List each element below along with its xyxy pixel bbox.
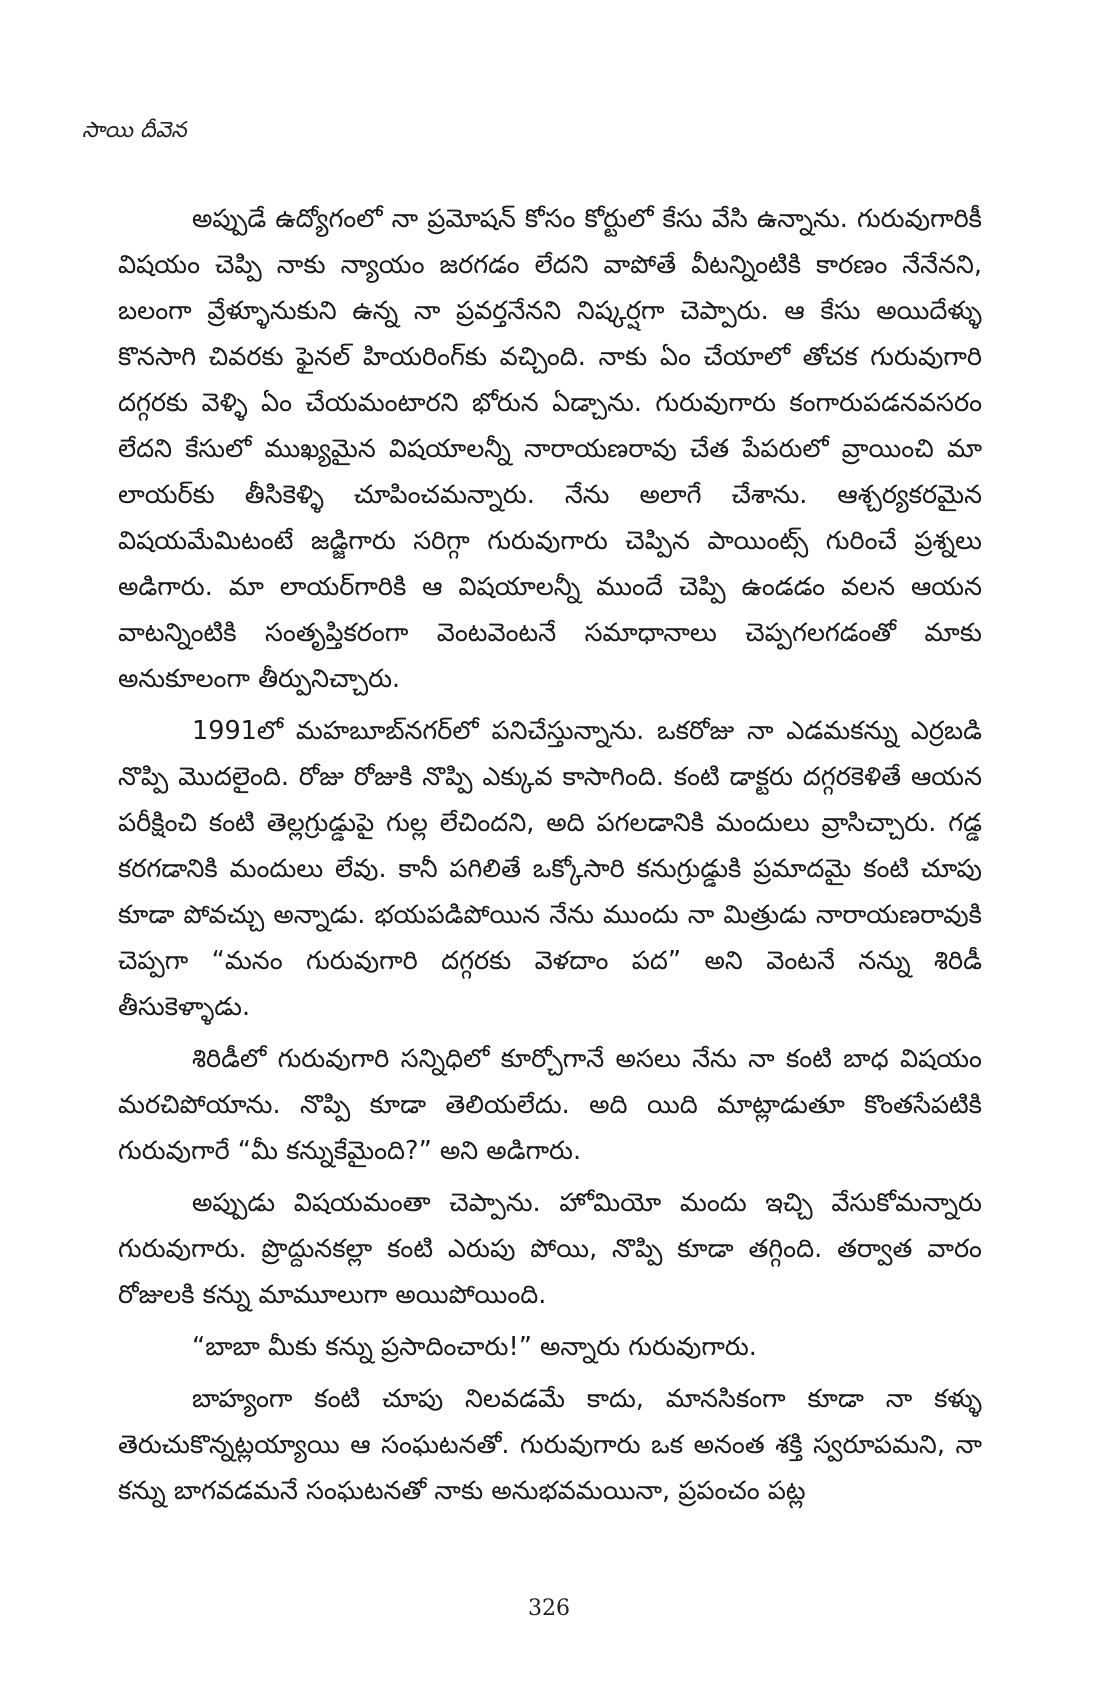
paragraph: అప్పుడే ఉద్యోగంలో నా ప్రమోషన్ కోసం కోర్టులో కేసు వేసి ఉన్నాను. గురువుగారికీ విషయం చెప్పి నాకు న్యాయం జరగడం లేదని వాపోతే వీటన్నింటికి కారణం నేనేనని, బలంగా వ్రేళ్ళూనుకుని ఉన్న నా ప్రవర్తనేనని నిష్కర్షగా చెప్పారు. ఆ కేసు అయిదేళ్ళు కొనసాగి చివరకు ఫైనల్ హియరింగ్‌కు వచ్చింది. నాకు ఏం చేయాలో తోచక గురువుగారి దగ్గరకు వెళ్ళి ఏం చేయమంటారని భోరున ఏడ్చాను. గురువుగారు కంగారుపడనవసరం లేదని కేసులో ముఖ్యమైన విషయాలన్నీ నారాయణరావు చేత పేపరులో వ్రాయించి మా లాయర్‌కు తీసికెళ్ళి చూపించమన్నారు. నేను అలాగే చేశాను. ఆశ్చర్యకరమైన విషయమేమిటంటే జడ్జిగారు సరిగ్గా గురువుగారు చెప్పిన పాయింట్స్ గురించే ప్రశ్నలు అడిగారు. మా లాయర్‌గారికి ఆ విషయాలన్నీ ముందే చెప్పి ఉండడం వలన ఆయన వాటన్నింటికి సంతృప్తికరంగా వెంటవెంటనే సమాధానాలు చెప్పగలగడంతో మాకు అనుకూలంగా తీర్పునిచ్చారు. — [118, 204, 982, 694]
body-text — [118, 196, 982, 1514]
running-header: సాయి దీవెన — [82, 118, 187, 143]
paragraph: శిరిడీలో గురువుగారి సన్నిధిలో కూర్చోగానే అసలు నేను నా కంటి బాధ విషయం మరచిపోయాను. నొప్పి కూడా తెలియలేదు. అది యిది మాట్లాడుతూ కొంతసేపటికి గురువుగారే “మీ కన్నుకేమైంది?” అని అడిగారు. — [118, 1044, 982, 1166]
paragraph: అప్పుడు విషయమంతా చెప్పాను. హోమియో మందు ఇచ్చి వేసుకోమన్నారు గురువుగారు. ప్రొద్దునకల్లా కంటి ఎరుపు పోయి, నొప్పి కూడా తగ్గింది. తర్వాత వారం రోజులకి కన్ను మామూలుగా అయిపోయింది. — [118, 1188, 982, 1310]
page-number: 326 — [528, 1596, 570, 1621]
paragraph: 1991లో మహబూబ్‌నగర్‌లో పనిచేస్తున్నాను. ఒకరోజు నా ఎడమకన్ను ఎర్రబడి నొప్పి మొదలైంది. రోజు రోజుకి నొప్పి ఎక్కువ కాసాగింది. కంటి డాక్టరు దగ్గరకెళితే ఆయన పరీక్షించి కంటి తెల్లగ్రుడ్డుపై గుల్ల లేచిందని, అది పగలడానికి మందులు వ్రాసిచ్చారు. గడ్డ కరగడానికి మందులు లేవు. కానీ పగిలితే ఒక్కోసారి కనుగ్రుడ్డుకి ప్రమాదమై కంటి చూపు కూడా పోవచ్చు అన్నాడు. భయపడిపోయిన నేను ముందు నా మిత్రుడు నారాయణరావుకి చెప్పగా “మనం గురువుగారి దగ్గరకు వెళదాం పద” అని వెంటనే నన్ను శిరిడీ తీసుకెళ్ళాడు. — [118, 716, 982, 1022]
paragraph: “బాబా మీకు కన్ను ప్రసాదించారు!” అన్నారు గురువుగారు. — [192, 1332, 757, 1362]
paragraph: బాహ్యంగా కంటి చూపు నిలవడమే కాదు, మానసికంగా కూడా నా కళ్ళు తెరుచుకొన్నట్లయ్యాయి ఆ సంఘటనతో. గురువుగారు ఒక అనంత శక్తి స్వరూపమని, నా కన్ను బాగవడమనే సంఘటనతో నాకు అనుభవమయినా, ప్రపంచం పట్ల — [118, 1384, 982, 1506]
